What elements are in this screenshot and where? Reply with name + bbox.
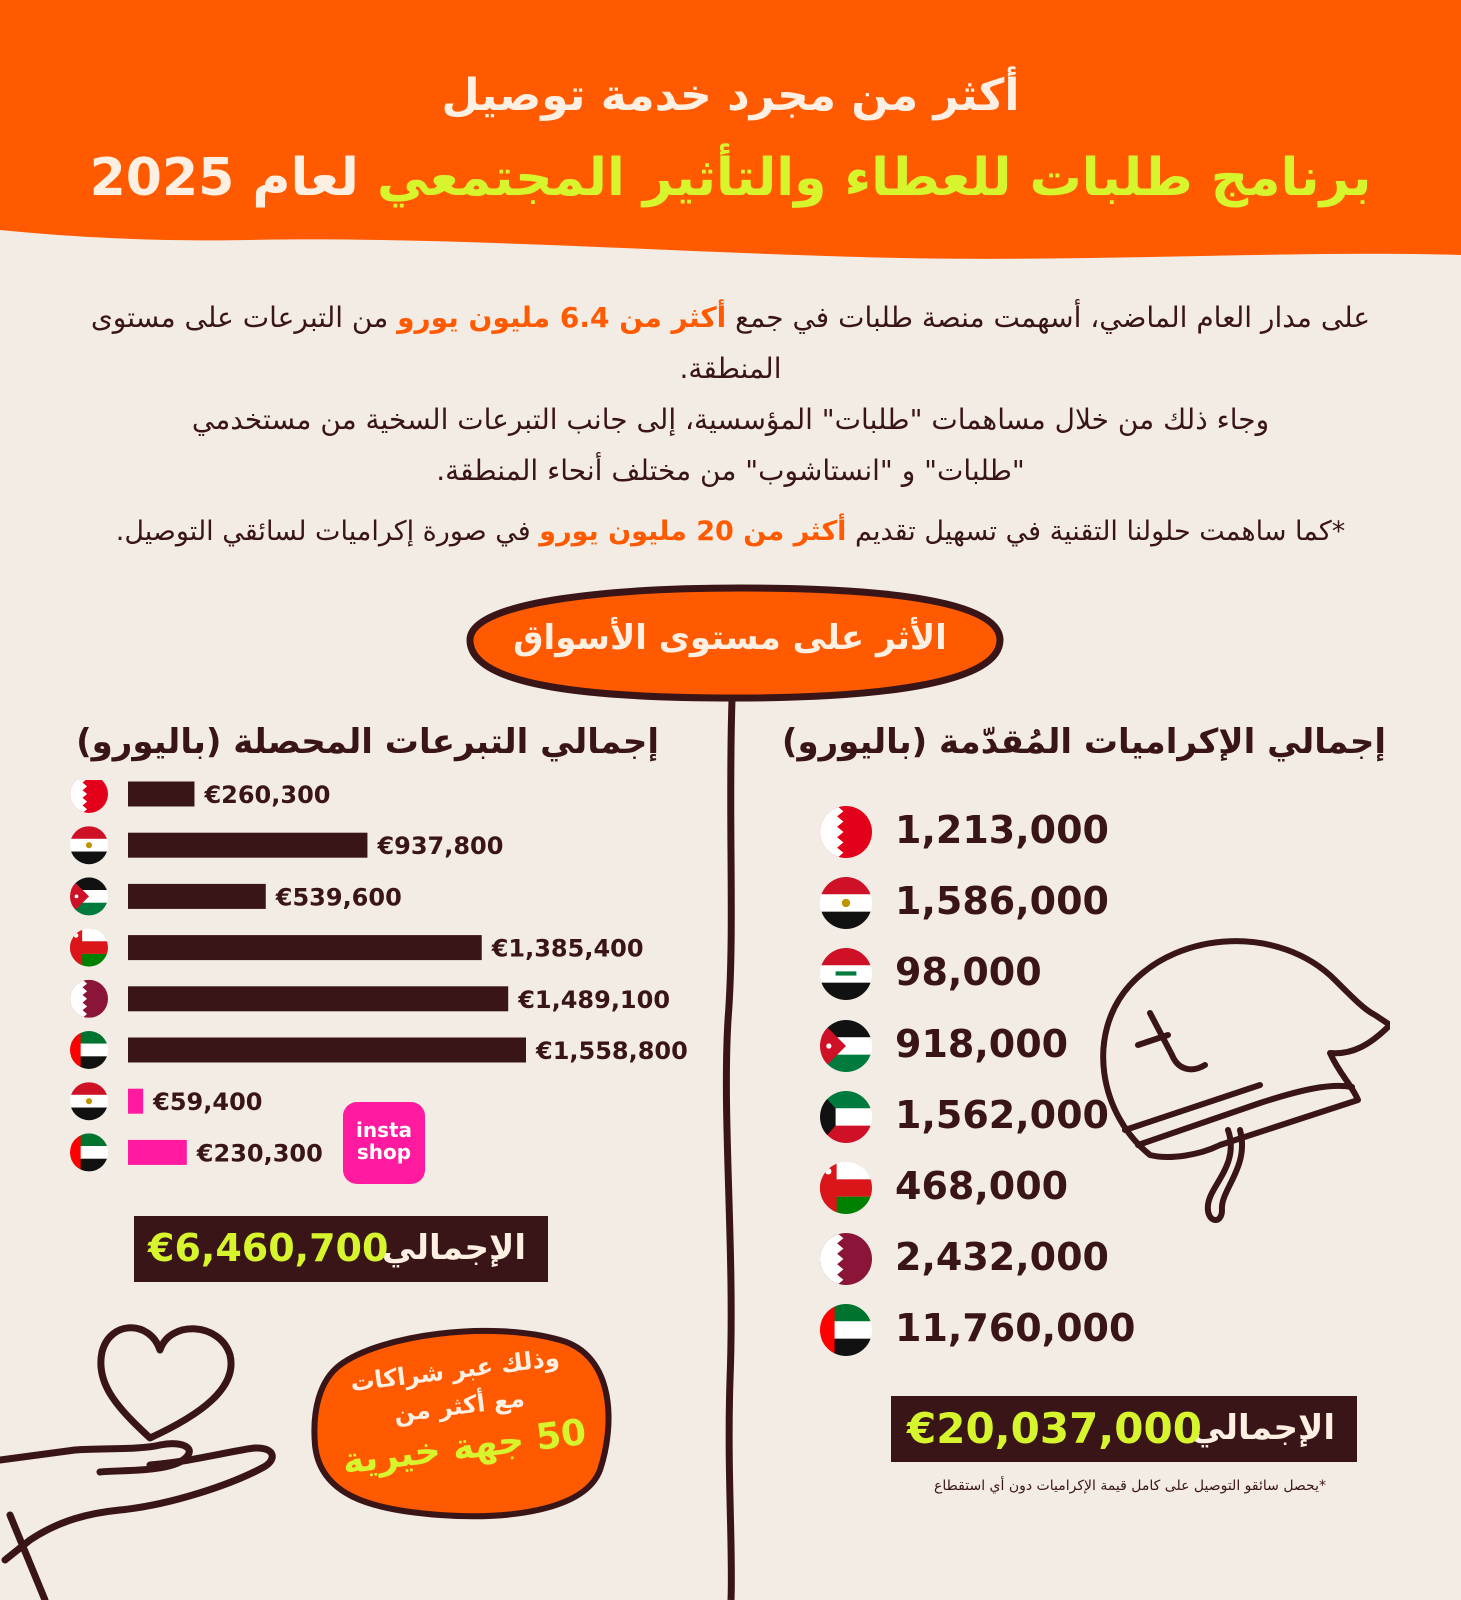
donation-bar — [128, 1038, 526, 1063]
donations-total-box — [134, 1216, 548, 1282]
intro-p1-highlight: أكثر من 6.4 مليون يورو — [397, 301, 727, 334]
bahrain-donation-flag-icon — [70, 780, 108, 813]
tips-value: 11,760,000 — [895, 1306, 1136, 1351]
charity-line-2: مع أكثر من — [392, 1384, 527, 1428]
instashop-logo — [343, 1102, 425, 1184]
heart-hand-icon — [0, 1300, 300, 1600]
tips-value: 468,000 — [895, 1164, 1069, 1208]
uae-donation-flag-icon — [70, 1133, 108, 1172]
egypt-donation-flag-icon — [70, 1082, 108, 1121]
donation-value-label: €937,800 — [377, 832, 504, 861]
tips-value: 2,432,000 — [895, 1235, 1109, 1280]
intro-paragraph-2: وجاء ذلك من خلال مساهمات "طلبات" المؤسسية، إلى جانب التبرعات السخية من مستخدمي "طلبات" و "انستاشوب" من مختلف أنحاء المنطقة. — [191, 403, 1270, 487]
jordan-donation-flag-icon — [70, 877, 108, 916]
donation-bar — [128, 986, 508, 1011]
tips-value: 1,562,000 — [895, 1092, 1109, 1137]
tips-value: 918,000 — [895, 1021, 1069, 1066]
uae-donation-flag-icon — [70, 1031, 108, 1070]
donation-bar — [128, 884, 266, 909]
donation-bar — [128, 782, 194, 807]
donation-bar — [128, 833, 367, 858]
donation-value-label: €260,300 — [204, 781, 331, 809]
egypt-donation-flag-icon — [70, 826, 108, 865]
tips-total-value: €20,037,000 — [907, 1404, 1202, 1453]
tips-footnote: *يحصل سائقو التوصيل على كامل قيمة الإكراميات دون أي استقطاع — [934, 1478, 1326, 1494]
charity-line-3: 50 جهة خيرية — [340, 1411, 589, 1483]
tips-heading: إجمالي الإكراميات المُقدّمة (باليورو) — [781, 722, 1386, 762]
tips-total-label: الإجمالي — [1190, 1408, 1335, 1448]
tips-value: 1,586,000 — [895, 879, 1109, 924]
header-title-main: برنامج طلبات للعطاء والتأثير المجتمعي — [377, 148, 1372, 208]
donations-heading: إجمالي التبرعات المحصلة (باليورو) — [76, 722, 659, 762]
note-b: في صورة إكراميات لسائقي التوصيل. — [115, 516, 540, 547]
intro-p1-b: من التبرعات على مستوى المنطقة. — [90, 301, 782, 385]
donation-value-label: €59,400 — [153, 1088, 263, 1117]
qatar-donation-flag-icon — [70, 980, 108, 1018]
instashop-logo-line-1: insta — [355, 1118, 413, 1142]
oman-donation-flag-icon — [70, 929, 108, 968]
tips-value: 1,213,000 — [895, 808, 1109, 852]
note-highlight: أكثر من 20 مليون يورو — [539, 516, 847, 547]
donation-bar — [128, 1140, 187, 1165]
jordan-tips-flag-icon — [820, 1020, 872, 1072]
bahrain-tips-flag-icon — [820, 806, 872, 858]
donations-total-value: €6,460,700 — [148, 1226, 389, 1270]
intro-p1-a: على مدار العام الماضي، أسهمت منصة طلبات في جمع — [726, 301, 1371, 334]
note-a: *كما ساهمت حلولنا التقنية في تسهيل تقديم — [846, 516, 1346, 547]
section-title: الأثر على مستوى الأسواق — [513, 618, 947, 658]
donation-value-label: €230,300 — [196, 1139, 323, 1168]
egypt-tips-flag-icon — [820, 877, 872, 929]
kuwait-tips-flag-icon — [820, 1091, 872, 1143]
donations-total-label: الإجمالي — [381, 1228, 526, 1268]
donation-bar — [128, 1089, 143, 1114]
iraq-tips-flag-icon — [820, 948, 872, 1000]
helmet-icon — [1090, 905, 1390, 1275]
instashop-logo-line-2: shop — [356, 1140, 412, 1164]
uae-tips-flag-icon — [820, 1304, 872, 1356]
header-title-year: لعام 2025 — [89, 148, 359, 208]
tips-value: 98,000 — [895, 950, 1042, 995]
donation-bar — [128, 935, 482, 960]
donation-value-label: €1,558,800 — [536, 1037, 688, 1065]
donation-value-label: €1,489,100 — [518, 985, 671, 1014]
donation-value-label: €539,600 — [275, 883, 402, 912]
oman-tips-flag-icon — [820, 1162, 872, 1214]
qatar-tips-flag-icon — [820, 1233, 872, 1285]
donation-value-label: €1,385,400 — [491, 934, 644, 963]
charity-line-1: وذلك عبر شراكات — [348, 1343, 561, 1398]
tips-total-box — [891, 1396, 1357, 1462]
header-kicker: أكثر من مجرد خدمة توصيل — [441, 70, 1020, 121]
